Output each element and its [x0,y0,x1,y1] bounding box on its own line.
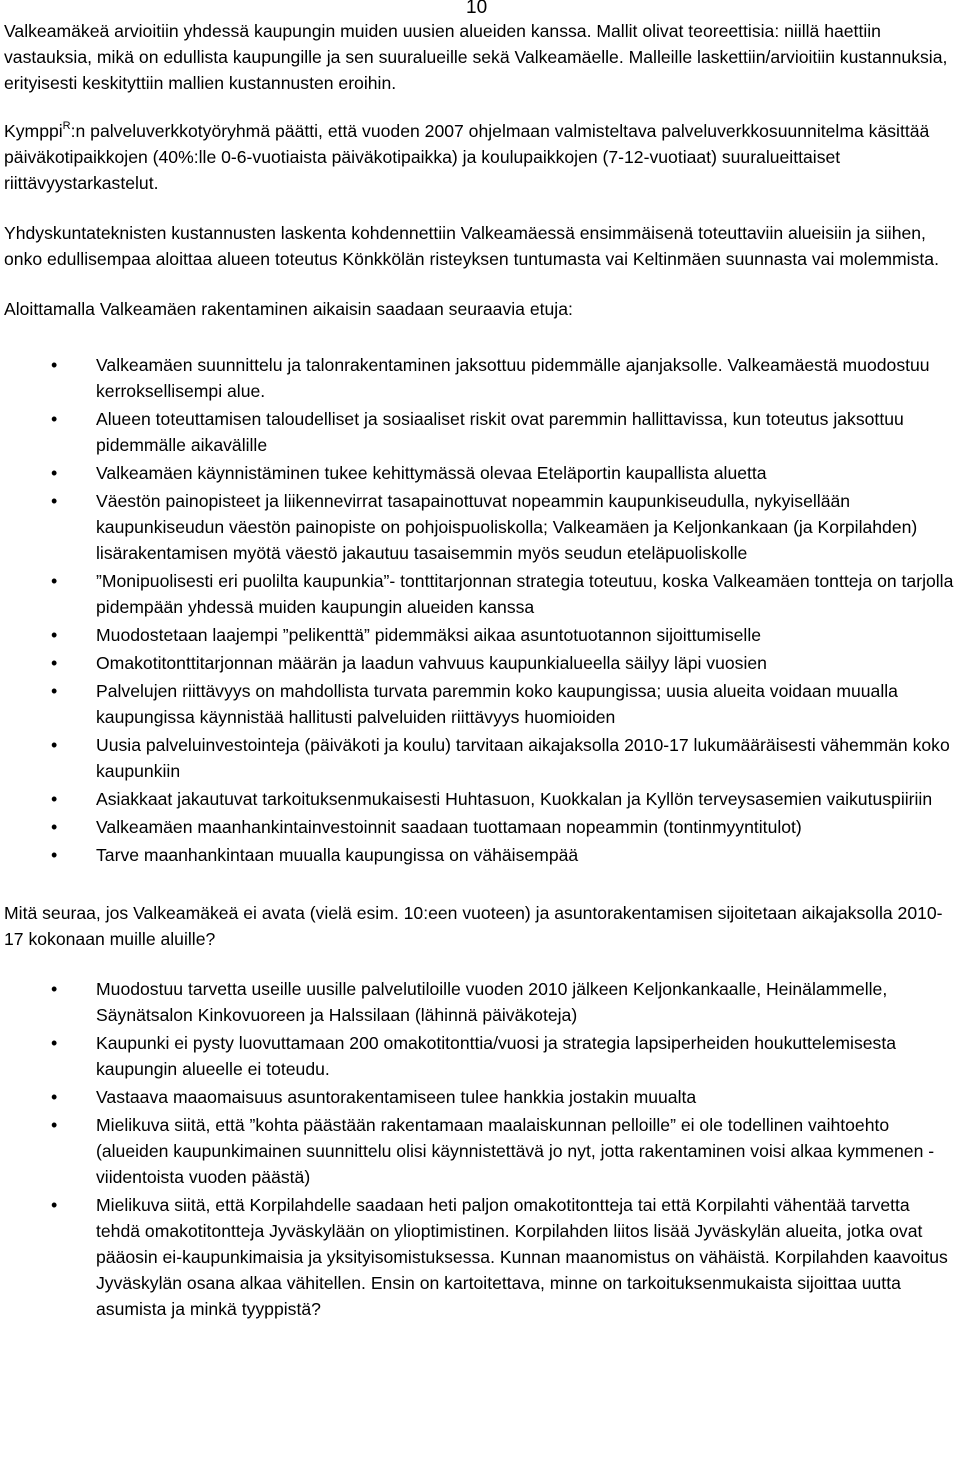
benefit-item [4,488,956,566]
benefit-item [4,650,956,676]
consequence-item [4,1192,956,1322]
bullet-icon: • [51,681,58,701]
benefit-item-text: ”Monipuolisesti eri puolilta kaupunkia”- tonttitarjonnan strategia toteutuu, koska Valkeamäen tontteja on tarjolla pidempään yhdessä muiden kaupungin alueiden kanssa [96,571,954,617]
benefit-item-text: Väestön painopisteet ja liikennevirrat tasapainottuvat nopeammin kaupunkiseudulla, nykyisellään kaupunkiseudun väestön painopiste on pohjoispuoliskolla; Valkeamäen ja Keljonkankaan (ja Korpilahden) lisärakentamisen myötä väestö jakautuu tasaisemmin myös seudun eteläpuoliskolle [96,491,918,563]
paragraph-benefits-intro: Aloittamalla Valkeamäen rakentaminen aikaisin saadaan seuraavia etuja: [4,299,573,319]
benefit-item-text: Uusia palveluinvestointeja (päiväkoti ja koulu) tarvitaan aikajaksolla 2010-17 lukumääräisesti vähemmän koko kaupunkiin [96,735,950,781]
benefit-item [4,406,956,458]
consequence-item [4,1084,956,1110]
bullet-icon: • [51,463,58,483]
bullet-icon: • [51,571,58,591]
paragraph-consequences-question: Mitä seuraa, jos Valkeamäkeä ei avata (vielä esim. 10:een vuoteen) ja asuntorakentamisen sijoitetaan aikajaksolla 2010-17 kokonaan muille aluille? [4,903,943,949]
benefit-item-text: Alueen toteuttamisen taloudelliset ja sosiaaliset riskit ovat paremmin hallittavissa, kun toteutus jaksottuu pidemmälle aikavälille [96,409,904,455]
paragraph-infrastructure-costs: Yhdyskuntateknisten kustannusten laskenta kohdennettiin Valkeamäessä ensimmäisenä toteuttaviin alueisiin ja siihen, onko edullisempaa aloittaa alueen toteutus Könkkölän risteyksen tuntumasta vai Keltinmäen suunnasta vai molemmista. [4,223,939,269]
benefit-item [4,460,956,486]
consequence-item [4,1030,956,1082]
paragraph-service-network [4,118,956,196]
bullet-icon: • [51,1195,58,1215]
bullet-icon: • [51,817,58,837]
benefit-item-text: Muodostetaan laajempi ”pelikenttä” pidemmäksi aikaa asuntotuotannon sijoittumiselle [96,625,762,645]
bullet-icon: • [51,1115,58,1135]
consequence-item-text: Mielikuva siitä, että Korpilahdelle saadaan heti paljon omakotitontteja tai että Korpilahti vähentää tarvetta tehdä omakotitontteja Jyväskylään on ylioptimistinen. Korpilahden liitos lisää Jyväskylän alueita, jotka ovat pääosin ei-kaupunkimaisia ja yksityisomistuksessa. Kunnan maanomistus on vähäistä. Korpilahden kaavoitus Jyväskylän osana alkaa vähitellen. Ensin on kartoitettava, minne on tarkoituksenmukaista sijoittaa uutta asumista ja minkä tyyppistä? [96,1195,948,1319]
document-body [4,18,956,1324]
bullet-icon: • [51,789,58,809]
benefit-item-text: Valkeamäen maanhankintainvestoinnit saadaan tuottamaan nopeammin (tontinmyyntitulot) [96,817,802,837]
benefit-item-text: Asiakkaat jakautuvat tarkoituksenmukaisesti Huhtasuon, Kuokkalan ja Kyllön terveysasemien vaikutuspiiriin [96,789,933,809]
bullet-icon: • [51,845,58,865]
benefit-item [4,622,956,648]
benefit-item-text: Palvelujen riittävyys on mahdollista turvata paremmin koko kaupungissa; uusia alueita voidaan muualla kaupungissa käynnistää hallitusti palveluiden riittävyys huomioiden [96,681,898,727]
benefits-list [4,352,956,868]
bullet-icon: • [51,735,58,755]
benefit-item [4,814,956,840]
bullet-icon: • [51,491,58,511]
benefit-item-text: Valkeamäen suunnittelu ja talonrakentaminen jaksottuu pidemmälle ajanjaksolle. Valkeamäestä muodostuu kerroksellisempi alue. [96,355,930,401]
page-number: 10 [466,0,488,18]
paragraph-service-network-start: Kymppi [4,121,63,141]
consequence-item-text: Muodostuu tarvetta useille uusille palvelutiloille vuoden 2010 jälkeen Keljonkankaalle, Heinälammelle, Säynätsalon Kinkovuoreen ja Halssilaan (lähinnä päiväkoteja) [96,979,888,1025]
bullet-icon: • [51,409,58,429]
consequence-item-text: Mielikuva siitä, että ”kohta päästään rakentamaan maalaiskunnan pelloille” ei ole todellinen vaihtoehto (alueiden kaupunkimainen suunnittelu olisi käynnistettävä jo nyt, jotta rakentaminen voisi alkaa kymmenen - viidentoista vuoden päästä) [96,1115,935,1187]
benefit-item-text: Tarve maanhankintaan muualla kaupungissa on vähäisempää [96,845,579,865]
benefit-item [4,842,956,868]
paragraph-models: Valkeamäkeä arvioitiin yhdessä kaupungin muiden uusien alueiden kanssa. Mallit olivat teoreettisia: niillä haettiin vastauksia, mikä on edullista kaupungille ja sen suuralueille sekä Valkeamäelle. Malleille laskettiin/arvioitiin kustannuksia, erityisesti keskityttiin mallien kustannusten eroihin. [4,21,948,93]
benefit-item [4,352,956,404]
bullet-icon: • [51,1033,58,1053]
consequence-item-text: Kaupunki ei pysty luovuttamaan 200 omakotitonttia/vuosi ja strategia lapsiperheiden houkuttelemisesta kaupungin alueelle ei toteudu. [96,1033,897,1079]
benefit-item [4,568,956,620]
bullet-icon: • [51,1087,58,1107]
bullet-icon: • [51,653,58,673]
benefit-item-text: Omakotitonttitarjonnan määrän ja laadun vahvuus kaupunkialueella säilyy läpi vuosien [96,653,767,673]
consequence-item-text: Vastaava maaomaisuus asuntorakentamiseen tulee hankkia jostakin muualta [96,1087,697,1107]
benefit-item [4,732,956,784]
benefit-item [4,678,956,730]
bullet-icon: • [51,625,58,645]
benefit-item [4,786,956,812]
benefit-item-text: Valkeamäen käynnistäminen tukee kehittymässä olevaa Eteläportin kaupallista aluetta [96,463,767,483]
bullet-icon: • [51,979,58,999]
superscript-r: R [62,120,71,132]
consequence-item [4,976,956,1028]
consequence-item [4,1112,956,1190]
bullet-icon: • [51,355,58,375]
consequences-list [4,976,956,1322]
paragraph-service-network-rest: :n palveluverkkotyöryhmä päätti, että vuoden 2007 ohjelmaan valmisteltava palveluverkkosuunnitelma käsittää päiväkotipaikkojen (40%:lle 0-6-vuotiaista päiväkotipaikka) ja koulupaikkojen (7-12-vuotiaat) suuralueittaiset riittävyystarkastelut. [4,121,930,193]
